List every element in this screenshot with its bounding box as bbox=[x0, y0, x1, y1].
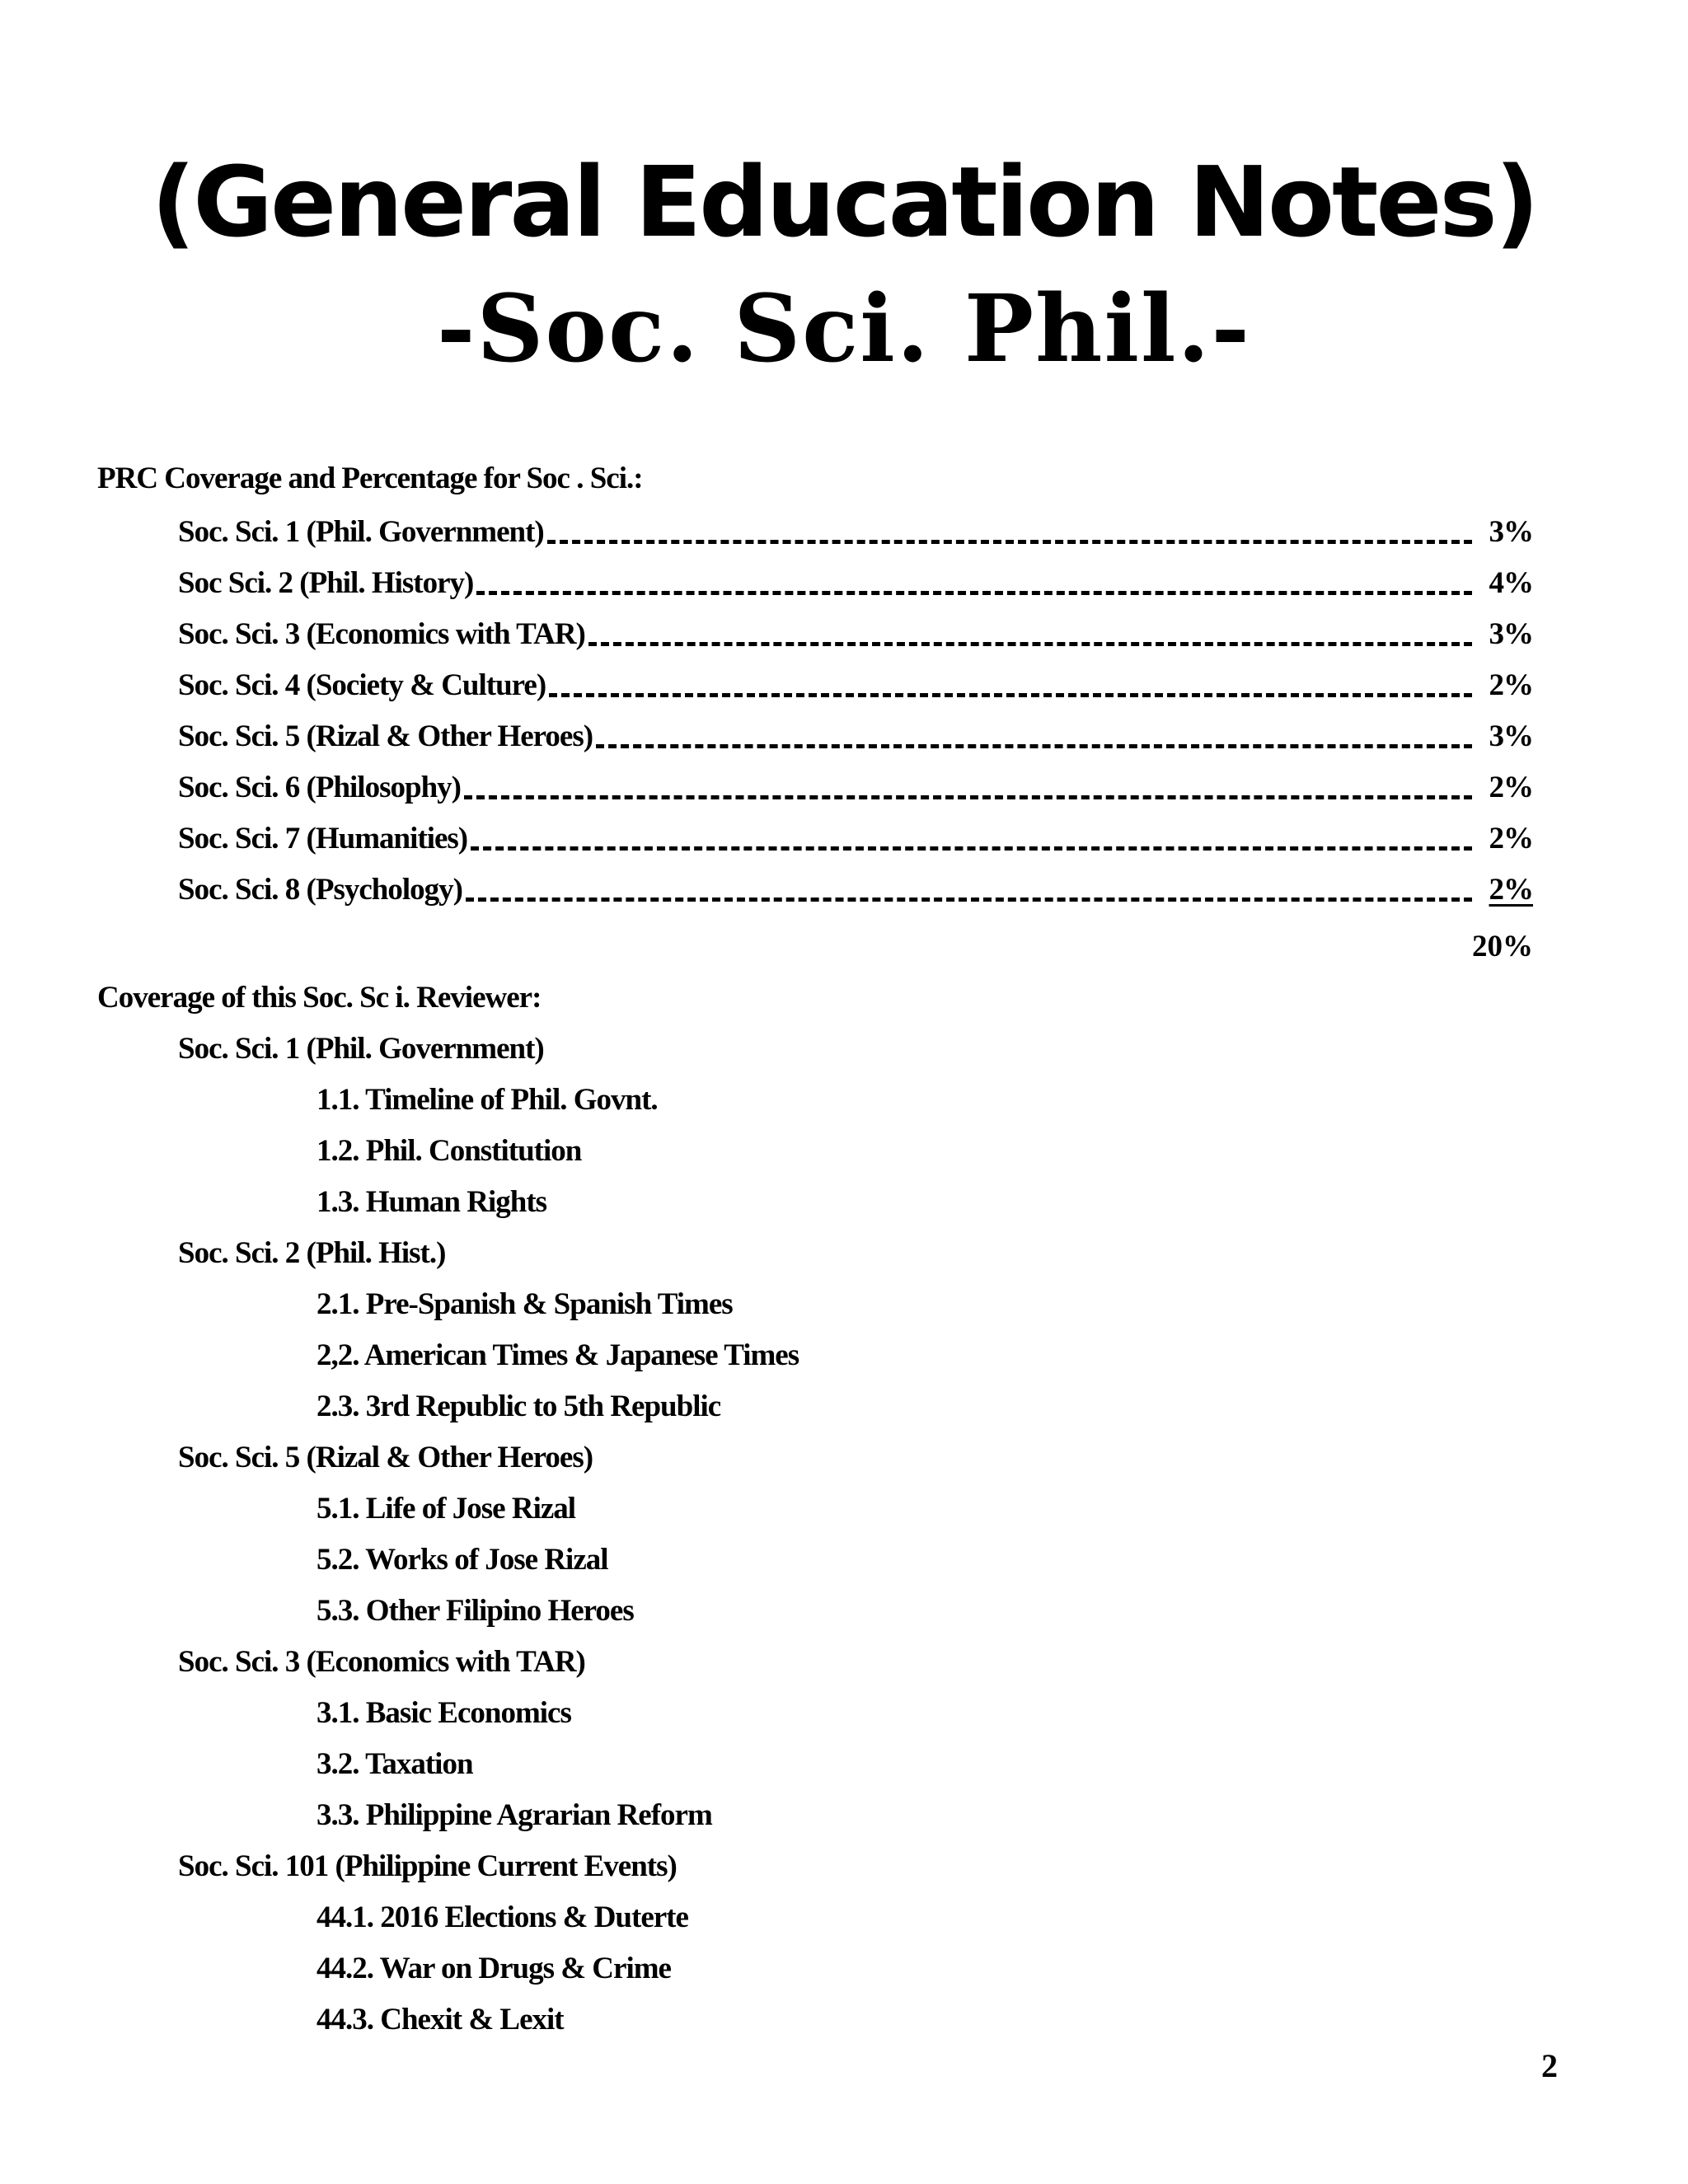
document-title: (General Education Notes) bbox=[151, 145, 1537, 259]
coverage-subitem: 1.3. Human Rights bbox=[316, 1185, 547, 1219]
prc-row bbox=[178, 560, 1533, 603]
prc-row bbox=[178, 612, 1533, 654]
prc-row bbox=[178, 714, 1533, 757]
coverage-subitem: 5.1. Life of Jose Rizal bbox=[316, 1492, 576, 1526]
prc-coverage-heading: PRC Coverage and Percentage for Soc . Sci.: bbox=[97, 462, 643, 495]
prc-row bbox=[178, 765, 1533, 808]
dotted-leader bbox=[471, 846, 1472, 851]
coverage-subitem: 3.3. Philippine Agrarian Reform bbox=[316, 1798, 712, 1832]
prc-row-percent: 3% bbox=[1489, 719, 1533, 753]
dotted-leader bbox=[549, 693, 1472, 697]
coverage-section-title: Soc. Sci. 1 (Phil. Government) bbox=[178, 1032, 544, 1066]
coverage-subitem: 2.1. Pre-Spanish & Spanish Times bbox=[316, 1287, 733, 1321]
prc-row-percent: 3% bbox=[1489, 515, 1533, 549]
prc-row bbox=[178, 867, 1533, 910]
coverage-subitem: 44.3. Chexit & Lexit bbox=[316, 2003, 564, 2036]
prc-row-percent: 3% bbox=[1489, 617, 1533, 651]
prc-row-label: Soc. Sci. 5 (Rizal & Other Heroes) bbox=[178, 719, 593, 753]
prc-row-percent: 2% bbox=[1489, 668, 1533, 702]
coverage-section-title: Soc. Sci. 5 (Rizal & Other Heroes) bbox=[178, 1441, 593, 1474]
dotted-leader bbox=[476, 591, 1472, 595]
dotted-leader bbox=[547, 540, 1472, 544]
coverage-subitem: 3.1. Basic Economics bbox=[316, 1696, 571, 1730]
document-subtitle: -Soc. Sci. Phil.- bbox=[436, 275, 1252, 383]
prc-row-percent: 2% bbox=[1489, 873, 1533, 907]
coverage-subitem: 1.1. Timeline of Phil. Govnt. bbox=[316, 1083, 658, 1117]
coverage-subitem: 3.2. Taxation bbox=[316, 1747, 473, 1781]
prc-row bbox=[178, 816, 1533, 859]
prc-row-label: Soc. Sci. 3 (Economics with TAR) bbox=[178, 617, 585, 651]
coverage-subitem: 5.3. Other Filipino Heroes bbox=[316, 1594, 634, 1628]
dotted-leader bbox=[596, 744, 1472, 748]
coverage-section-title: Soc. Sci. 3 (Economics with TAR) bbox=[178, 1645, 585, 1679]
prc-row bbox=[178, 663, 1533, 705]
prc-row-label: Soc. Sci. 8 (Psychology) bbox=[178, 873, 462, 907]
dotted-leader bbox=[588, 642, 1472, 646]
coverage-subitem: 5.2. Works of Jose Rizal bbox=[316, 1543, 608, 1577]
coverage-subitem: 2,2. American Times & Japanese Times bbox=[316, 1338, 799, 1372]
prc-row-percent: 2% bbox=[1489, 822, 1533, 855]
prc-row-percent: 2% bbox=[1489, 771, 1533, 804]
prc-row-label: Soc. Sci. 6 (Philosophy) bbox=[178, 771, 461, 804]
prc-row-label: Soc. Sci. 1 (Phil. Government) bbox=[178, 515, 544, 549]
coverage-subitem: 2.3. 3rd Republic to 5th Republic bbox=[316, 1390, 721, 1423]
coverage-subitem: 1.2. Phil. Constitution bbox=[316, 1134, 582, 1168]
coverage-subitem: 44.2. War on Drugs & Crime bbox=[316, 1952, 671, 1985]
coverage-section-title: Soc. Sci. 2 (Phil. Hist.) bbox=[178, 1236, 446, 1270]
coverage-section-title: Soc. Sci. 101 (Philippine Current Events) bbox=[178, 1849, 677, 1883]
coverage-heading: Coverage of this Soc. Sc i. Reviewer: bbox=[97, 981, 542, 1015]
prc-row-percent: 4% bbox=[1489, 566, 1533, 600]
dotted-leader bbox=[464, 795, 1472, 799]
page-number: 2 bbox=[1541, 2047, 1558, 2084]
dotted-leader bbox=[466, 898, 1472, 902]
prc-total: 20% bbox=[1472, 930, 1533, 963]
prc-row-label: Soc. Sci. 7 (Humanities) bbox=[178, 822, 468, 855]
prc-row bbox=[178, 509, 1533, 552]
coverage-subitem: 44.1. 2016 Elections & Duterte bbox=[316, 1900, 688, 1934]
prc-row-label: Soc Sci. 2 (Phil. History) bbox=[178, 566, 474, 600]
prc-row-label: Soc. Sci. 4 (Society & Culture) bbox=[178, 668, 546, 702]
